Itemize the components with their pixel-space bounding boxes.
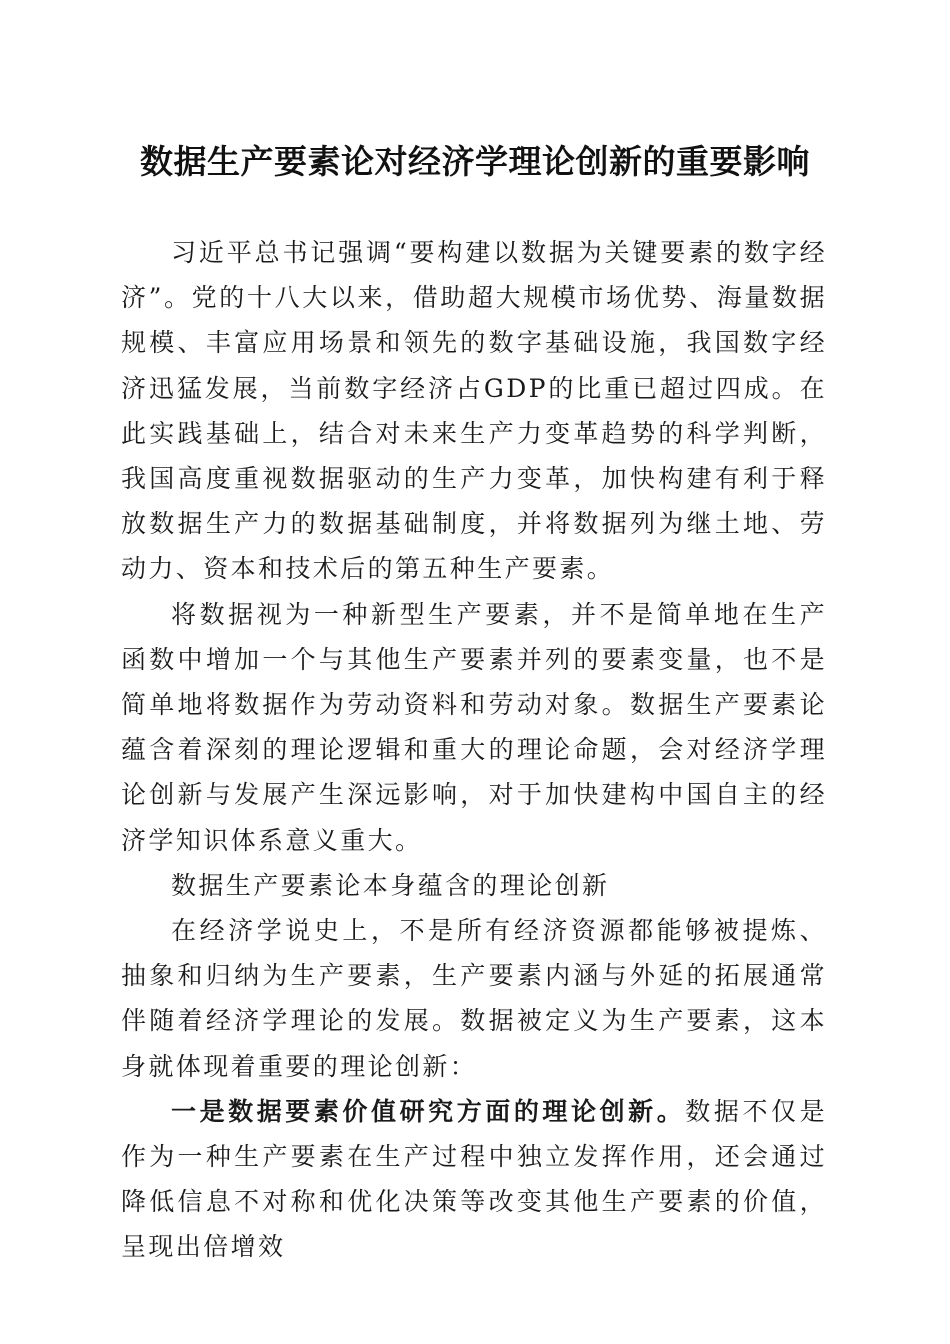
paragraph-history: 在经济学说史上，不是所有经济资源都能够被提炼、抽象和归纳为生产要素，生产要素内涵与外延的拓展通常伴随着经济学理论的发展。数据被定义为生产要素，这本身就体现着重要的理论创新： [121,916,827,1081]
paragraph-continuation: 数据不仅是作为一种生产要素在生产过程中独立发挥作用，还会通过降低信息不对称和优化决策等改变其他生产要素的价值，呈现出倍增效 [121,1096,827,1262]
paragraph-data-as-factor: 将数据视为一种新型生产要素，并不是简单地在生产函数中增加一个与其他生产要素并列的要素变量，也不是简单地将数据作为劳动资料和劳动对象。数据生产要素论蕴含着深刻的理论逻辑和重大的理论命题，会对经济学理论创新与发展产生深远影响，对于加快建构中国自主的经济学知识体系意义重大。 [121,599,827,855]
document-body [121,230,827,1270]
paragraph-value-innovation [121,1089,827,1270]
paragraph-lead-phrase: 一是数据要素价值研究方面的理论创新。 [171,1096,686,1126]
section-heading: 数据生产要素论本身蕴含的理论创新 [171,870,610,900]
document-title: 数据生产要素论对经济学理论创新的重要影响 [140,142,810,181]
paragraph-intro: 习近平总书记强调“要构建以数据为关键要素的数字经济”。党的十八大以来，借助超大规模市场优势、海量数据规模、丰富应用场景和领先的数字基础设施，我国数字经济迅猛发展，当前数字经济占GDP的比重已超过四成。在此实践基础上，结合对未来生产力变革趋势的科学判断，我国高度重视数据驱动的生产力变革，加快构建有利于释放数据生产力的数据基础制度，并将数据列为继土地、劳动力、资本和技术后的第五种生产要素。 [121,238,827,584]
